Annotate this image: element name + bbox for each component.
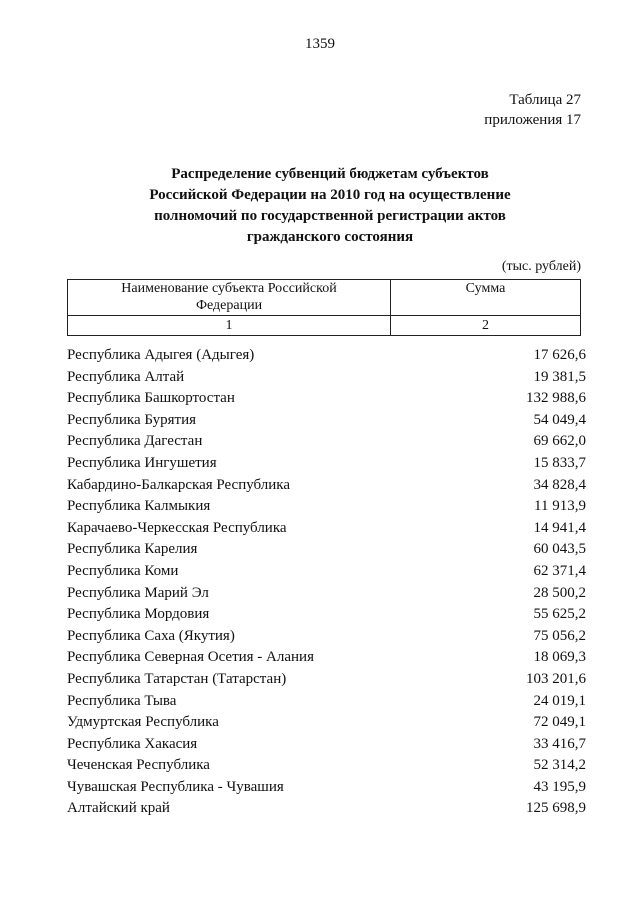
subvention-amount: 69 662,0 (533, 433, 586, 450)
document-title (70, 164, 590, 248)
subvention-amount: 54 049,4 (533, 411, 586, 428)
table-row (67, 561, 586, 583)
table-row (67, 345, 586, 367)
title-line-2: Российской Федерации на 2010 год на осуществление (149, 187, 511, 203)
table-row (67, 453, 586, 475)
subvention-amount: 55 625,2 (533, 606, 586, 623)
units-label: (тыс. рублей) (501, 259, 581, 274)
table-row (67, 798, 586, 820)
table-row (67, 583, 586, 605)
subvention-amount: 103 201,6 (526, 670, 586, 687)
subvention-amount: 52 314,2 (533, 757, 586, 774)
region-name: Республика Коми (67, 562, 179, 579)
subvention-amount: 43 195,9 (533, 778, 586, 795)
subvention-amount: 18 069,3 (533, 649, 586, 666)
region-name: Республика Дагестан (67, 433, 203, 450)
column-header-name-line-1: Наименование субъекта Российской (121, 281, 337, 296)
table-row (67, 475, 586, 497)
table-row (67, 712, 586, 734)
table-row (67, 518, 586, 540)
subvention-amount: 34 828,4 (533, 476, 586, 493)
table-row (67, 626, 586, 648)
table-row (67, 734, 586, 756)
subvention-amount: 11 913,9 (534, 498, 586, 515)
table-row (67, 388, 586, 410)
region-name: Республика Саха (Якутия) (67, 627, 235, 644)
region-name: Республика Хакасия (67, 735, 198, 752)
table-row (67, 604, 586, 626)
subvention-amount: 33 416,7 (533, 735, 586, 752)
region-name: Чувашская Республика - Чувашия (67, 778, 284, 795)
title-line-4: гражданского состояния (246, 229, 414, 245)
region-name: Республика Марий Эл (67, 584, 209, 601)
table-row (67, 367, 586, 389)
column-header-sum: Сумма (391, 280, 581, 316)
column-number-1: 1 (68, 316, 391, 336)
page-number: 1359 (305, 36, 335, 52)
subvention-amount: 60 043,5 (533, 541, 586, 558)
region-name: Республика Адыгея (Адыгея) (67, 347, 255, 363)
table-row (67, 410, 586, 432)
title-line-1: Распределение субвенций бюджетам субъектов (171, 166, 489, 182)
table-row (67, 691, 586, 713)
column-header-name (68, 280, 391, 316)
subvention-amount: 62 371,4 (533, 562, 586, 579)
subvention-amount: 17 626,6 (533, 347, 586, 363)
region-name: Алтайский край (67, 800, 170, 817)
table-row (67, 431, 586, 453)
table-row (67, 669, 586, 691)
region-name: Республика Северная Осетия - Алания (67, 649, 314, 666)
table-row (67, 539, 586, 561)
region-name: Республика Карелия (67, 541, 198, 558)
region-name: Республика Мордовия (67, 606, 210, 623)
table-reference (484, 90, 581, 130)
table-row (67, 647, 586, 669)
region-name: Карачаево-Черкесская Республика (67, 519, 287, 536)
table-row (67, 777, 586, 799)
subvention-amount: 24 019,1 (533, 692, 586, 709)
region-name: Удмуртская Республика (67, 714, 219, 731)
table-reference-number: Таблица 27 (509, 92, 581, 108)
subvention-amount: 15 833,7 (533, 454, 586, 471)
table-header (67, 279, 581, 336)
subvention-amount: 132 988,6 (526, 390, 586, 407)
subvention-amount: 28 500,2 (533, 584, 586, 601)
region-name: Республика Калмыкия (67, 498, 211, 515)
table-row (67, 496, 586, 518)
region-name: Республика Ингушетия (67, 454, 217, 471)
region-name: Республика Алтай (67, 368, 185, 385)
region-name: Республика Башкортостан (67, 390, 235, 407)
region-name: Кабардино-Балкарская Республика (67, 476, 291, 493)
region-name: Республика Бурятия (67, 411, 197, 428)
table-body (67, 345, 586, 820)
title-line-3: полномочий по государственной регистрации актов (154, 208, 506, 224)
subvention-amount: 125 698,9 (526, 800, 586, 817)
region-name: Республика Татарстан (Татарстан) (67, 670, 287, 687)
subvention-amount: 19 381,5 (533, 368, 586, 385)
subvention-amount: 75 056,2 (533, 627, 586, 644)
column-number-2: 2 (391, 316, 581, 336)
region-name: Чеченская Республика (67, 757, 210, 774)
region-name: Республика Тыва (67, 692, 177, 709)
column-header-name-line-2: Федерации (195, 298, 263, 313)
subvention-amount: 14 941,4 (533, 519, 586, 536)
table-row (67, 755, 586, 777)
table-reference-appendix: приложения 17 (484, 112, 581, 128)
subvention-amount: 72 049,1 (533, 714, 586, 731)
